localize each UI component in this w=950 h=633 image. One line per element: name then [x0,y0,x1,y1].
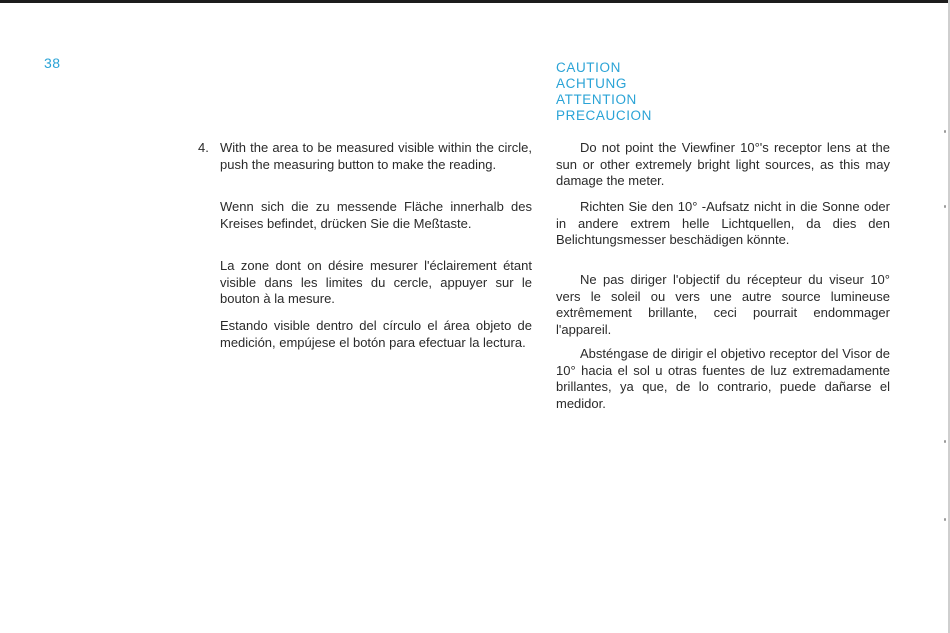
print-speck [944,205,946,208]
caution-line-fr: ATTENTION [556,92,637,107]
caution-text-fr: Ne pas diriger l'objectif du récepteur du viseur 10° vers le soleil ou vers une autre source lumineuse extrêmement brillante, ceci pourrait endommager l'appareil. [556,272,890,337]
caution-heading [556,60,652,124]
top-border [0,0,950,3]
print-speck [944,130,946,133]
step-number: 4. [198,140,209,155]
instruction-de: Wenn sich die zu messende Fläche innerhalb des Kreises befindet, drücken Sie die Meßtaste. [220,199,532,231]
caution-text-de: Richten Sie den 10° -Aufsatz nicht in die Sonne oder in andere extrem helle Lichtquellen, da dies den Belichtungsmesser beschädigen könnte. [556,199,890,247]
page-number: 38 [44,55,61,71]
caution-line-en: CAUTION [556,60,621,75]
print-speck [944,518,946,521]
caution-text-en: Do not point the Viewfiner 10°'s receptor lens at the sun or other extremely bright light sources, as this may damage the meter. [556,140,890,188]
caution-line-de: ACHTUNG [556,76,627,91]
instruction-en: With the area to be measured visible within the circle, push the measuring button to make the reading. [220,140,532,172]
caution-line-es: PRECAUCION [556,108,653,123]
caution-text-es: Absténgase de dirigir el objetivo receptor del Visor de 10° hacia el sol u otras fuentes de luz extremadamente brillantes, ya que, de lo contrario, puede dañarse el medidor. [556,346,890,411]
print-speck [944,440,946,443]
instruction-es: Estando visible dentro del círculo el área objeto de medición, empújese el botón para efectuar la lectura. [220,318,532,350]
instruction-fr: La zone dont on désire mesurer l'éclairement étant visible dans les limites du cercle, appuyer sur le bouton à la mesure. [220,258,532,306]
